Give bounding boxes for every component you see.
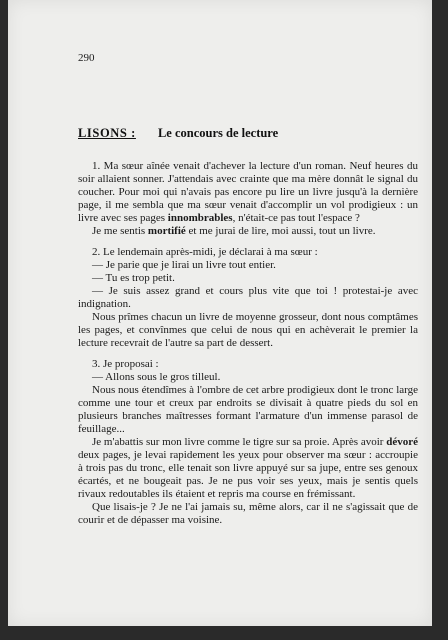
paragraph-9: — Allons sous le gros tilleul. [92, 371, 221, 383]
paragraph-1 [78, 160, 418, 225]
heading-label: LISONS : [78, 126, 136, 140]
paragraph-3: 2. Le lendemain après-midi, je déclarai à ma sœur : [92, 246, 318, 258]
paragraph-12: Que lisais-je ? Je ne l'ai jamais su, même alors, car il ne s'agissait que de courir et de dépasser ma voisine. [78, 501, 418, 526]
text-run: Je me sentis [92, 225, 148, 237]
paragraph-4: — Je parie que je lirai un livre tout entier. [92, 259, 276, 271]
paragraph-10: Nous nous étendîmes à l'ombre de cet arbre prodigieux dont le tronc large comme une tour et creux par endroits se divisait à quatre pieds du sol en plusieurs branches maîtresses formant l'armature d'un immense parasol de feuillage... [78, 384, 418, 435]
page-number: 290 [78, 52, 95, 64]
text-run: Je m'abattis sur mon livre comme le tigre sur sa proie. Après avoir [92, 436, 387, 448]
paragraph-11 [78, 436, 418, 501]
paragraph-7: Nous prîmes chacun un livre de moyenne grosseur, dont nous comptâmes les pages, et convînmes que celui de nous qui en achèverait le premier la lecture recevrait de l'autre sa part de dessert. [78, 311, 418, 349]
paragraph-8: 3. Je proposai : [92, 358, 159, 370]
bold-word: innombrables [167, 212, 233, 224]
bold-word: mortifié [147, 225, 186, 237]
bold-word: dévoré [386, 436, 418, 448]
paragraph-2 [78, 225, 418, 238]
text-run: , n'était-ce pas tout l'espace ? [232, 212, 360, 224]
paragraph-5: — Tu es trop petit. [92, 272, 175, 284]
text-run: deux pages, je levai rapidement les yeux pour observer ma sœur : accroupie à trois pas du tronc, elle tenait son livre appuyé sur sa jupe, entre ses genoux écartés, et ne bougeait pas. Je ne pus voir ses yeux, mais je sentis quels rivaux redoutables ils étaient et repris ma course en frémissant. [78, 449, 418, 500]
text-run: et me jurai de lire, moi aussi, tout un livre. [185, 225, 376, 237]
text-run: 1. Ma sœur aînée venait d'achever la lecture d'un roman. Neuf heures du soir allaient sonner. J'attendais avec crainte que ma mère donnât le signal du coucher. Pour moi qui n'avais pas encore pu lire un livre jusqu'à la dernière page, il me sembla que ma sœur venait d'accomplir un vol prodigieux : un livre avec ses pages [78, 160, 418, 224]
heading-title: Le concours de lecture [157, 126, 279, 140]
paragraph-6: — Je suis assez grand et cours plus vite que toi ! protestai-je avec indignation. [78, 285, 418, 310]
book-page [8, 0, 432, 626]
reading-text [78, 160, 418, 527]
section-heading [78, 126, 278, 141]
